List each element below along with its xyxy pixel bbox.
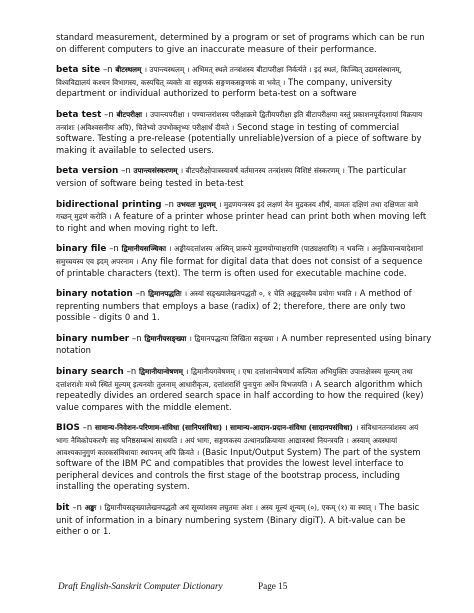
entry-term: BIOS [56,423,80,434]
english-definition: The basic unit of information in a binary numbering system (Binary digiT). A bit-value can be either o or 1. [56,502,420,537]
pos-marker: –n [100,64,116,75]
footer-title: Draft English-Sanskrit Computer Dictionary [58,581,223,591]
dictionary-entry [56,366,432,413]
sanskrit-definition: । अङ्कीयदत्तांशस्य अस्मिन् प्रारूपे मुद्रणयोग्याक्षराणि (पाठ्यक्षराणि) न भवन्ति । अनुक्रियान्वयादेशानां समुच्चयस्य एव इदम् अपरनाम । [56,244,424,266]
entry-term: beta site [56,65,101,76]
pos-marker: –n [118,165,134,176]
sanskrit-definition: । उपान्त्यस्थलम् । अभिमत् स्थले तन्त्रांशस्य बीटापरीक्षा निर्वर्त्यते । इदं स्थलं, किञ्चित् उद्यमसंस्थानम्, विश्वविद्यालयं कश्चन विभागस्य, कस्यचित् व्यक्तेः वा सङ्गणकं सङ्गणकसङ्गणकं वा भवेत् । [56,65,403,87]
entry-term: beta test [56,109,102,120]
dictionary-entry [56,288,432,324]
intro-paragraph [56,32,432,55]
dictionary-entry [56,333,432,357]
entry-paragraph [56,109,432,156]
entry-paragraph [56,199,432,235]
page-footer [58,581,438,591]
english-definition: The particular version of software being tested in beta-test [56,165,407,188]
sanskrit-headword: उपान्त्यसंस्करणम् [133,166,178,176]
pos-marker: –n [79,422,96,433]
page-number: Page 15 [258,581,288,591]
entry-term: binary notation [56,289,133,300]
entry-paragraph [56,502,432,538]
pos-marker: –n [101,108,117,119]
pos-marker: –n [106,243,122,254]
sanskrit-definition: । द्विमानीयगवेषणम् । एषा दत्तांशान्वेषणार्थं कल्पिता अभियुक्तिः उपात्तक्षेत्रस्य मूल्यम् तथा दत्तांशराशेः मध्ये स्थितं मूल्यम् इत्यनयोः तुलनाम् आधारीकृत्य, दत्तांशराशिं पुनःपुनः अर्धेन विभजयति । [56,367,413,389]
entry-term: bidirectional printing [56,199,162,210]
entry-paragraph [56,366,432,413]
pos-marker: –n [132,288,149,299]
entry-paragraph [56,243,432,279]
pos-marker: –n [161,198,177,209]
sanskrit-headword: उभयतः मुद्रणम् [176,199,216,209]
english-definition: A number represented using binary notation [56,332,432,356]
english-definition: The company, university department or individual authorized to perform beta-test on a software [56,76,393,99]
sanskrit-headword: द्विमानीयसञ्चिका [121,244,166,254]
sanskrit-headword: द्विमानीयान्वेषणम् [139,367,183,377]
entry-term: binary number [56,333,130,344]
entry-paragraph [56,422,432,493]
entry-term: bit [56,503,70,513]
english-definition: Any file format for digital data that does not consist of a sequence of printable characters (text). The term is often used for executable machine code. [56,255,423,278]
entries-list [56,64,432,538]
sanskrit-definition: । उपान्त्यपरीक्षा । पण्यान्तरांशस्य परीक्षाक्रमे द्वितीयपरीक्षा इति बीटापरीक्षया वस्तुं प्रकाशनपूर्वदशायां विक्रयाय तन्त्रांशः (अविश्वसनीयः अपि), चितेभ्यो उपभोक्तृभ्यः परीक्षार्थं दीयते । [56,109,423,132]
entry-paragraph [56,333,432,357]
entry-term: binary search [56,367,124,378]
dictionary-entry [56,199,432,235]
pos-marker: –n [69,502,85,512]
pos-marker: –n [123,366,140,377]
dictionary-entry [56,165,432,189]
sanskrit-headword: सामान्य-निवेशन-परिणाम-संविधा (सानिपसंविधा) । सामान्य-आदान-प्रदान-संविधा (सादानपसंविधा) [95,423,353,433]
sanskrit-headword: अङ्कः [84,503,97,512]
sanskrit-definition: । संविधानतन्त्रांशस्य अयं भागः नैमिकोपकरणैः सह घनिष्ठसम्बन्धं साधयति । अयं भागः, सङ्गणकस्य उत्थानप्रक्रियायाः आद्यावस्थां नियन्त्रयति । अस्याम् अवस्थायां आवश्यकानुगुणं कारकसंविधायाः स्थापनम् अपि क्रियते । [56,423,419,457]
sanskrit-definition: । द्विमानीयसङ्ख्यालेखनपद्धतौ अयं सूच्यांशस्य लघुतमः अंशः । अस्य मूल्यं शून्यम् (०), एकम् (१) वा स्यात् । [99,503,377,512]
english-definition: A feature of a printer whose printer head can print both when moving left to right and when moving right to left. [56,211,427,233]
pos-marker: –n [129,332,145,343]
dictionary-entry [56,243,432,279]
intro-text: standard measurement, determined by a program or set of programs which can be run on different computers to give an inaccurate measure of their performance. [56,32,425,54]
sanskrit-definition: । द्विमानपद्धत्या लिखिता सङ्ख्या । [189,333,279,343]
entry-term: binary file [56,244,107,255]
english-definition: A method of reprenting numbers that employs a base (radix) of 2; therefore, there are only two possible - digits 0 and 1. [56,288,412,323]
sanskrit-definition: । बीटपरीक्षोपात्रस्यावर्षं वर्तमानस्य तन्त्रांशस्य विशिष्टं संस्करणम् । [180,166,345,176]
english-definition: A search algorithm which repeatedly divides an ordered search space in half according to how the required (key) value compares with the middle element. [56,378,424,412]
sanskrit-definition: । अस्यां सङ्ख्यालेखनपद्धतौ ०, १ चेति अङ्कद्वयस्यैव प्रयोगः भवति । [184,289,357,299]
english-definition: Second stage in testing of commercial software. Testing a pre-release (potentially unreliable)version of a piece of software by making it available to selected users. [56,121,422,155]
sanskrit-definition: । मुद्रणयन्त्रस्य इदं लक्षणं येन मुद्रकस्य शीर्षं, वामतः दक्षिणं तथा दक्षिणतः वामे गच्छन् मुद्रणं करोति । [56,199,419,222]
entry-paragraph [56,165,432,189]
dictionary-entry [56,502,432,538]
sanskrit-headword: द्विमानीयसङ्ख्या [144,333,187,343]
dictionary-entry [56,64,432,100]
sanskrit-headword: बीटस्थलम् [115,65,142,75]
entry-term: beta version [56,166,119,177]
sanskrit-headword: बीटपरीक्षा [116,109,143,119]
sanskrit-headword: द्विमानपद्धतिः [148,289,182,299]
entry-paragraph [56,288,432,324]
entry-paragraph [56,64,432,100]
english-definition: (Basic Input/Output System) The part of the system software of the IBM PC and compatibles that provides the lowest level interface to peripheral devices and controls the first stage of the bootstrap process, including installing the operating system. [56,446,421,492]
dictionary-entry [56,109,432,156]
dictionary-entry [56,422,432,493]
